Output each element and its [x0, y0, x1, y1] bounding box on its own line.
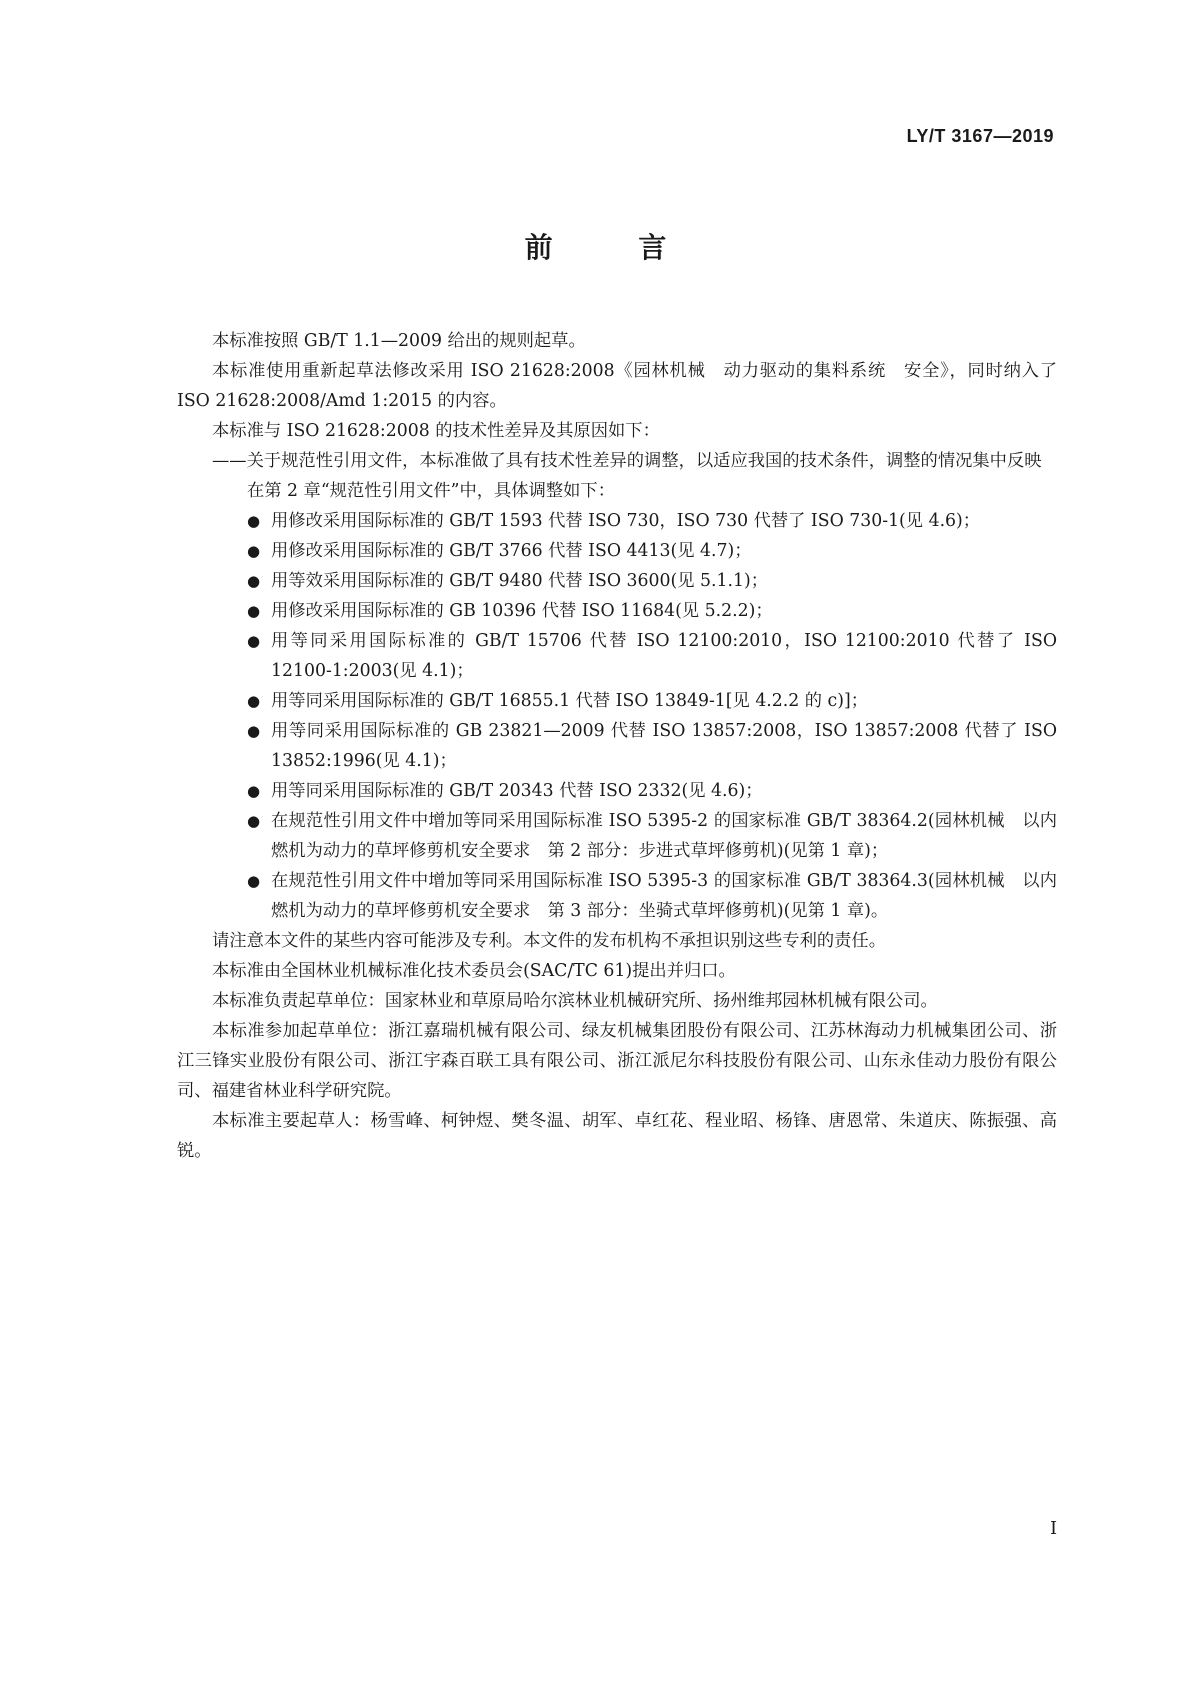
- bullet-dot-icon: ●: [247, 872, 261, 890]
- paragraph-proposer: 本标准由全国林业机械标准化技术委员会(SAC/TC 61)提出并归口。: [212, 961, 736, 981]
- bullet-item: [247, 566, 1057, 596]
- bullet-item: [247, 716, 1057, 776]
- bullet-text: 在规范性引用文件中增加等同采用国际标准 ISO 5395-2 的国家标准 GB/T 38364.2(园林机械 以内燃机为动力的草坪修剪机安全要求 第 2 部分：步进式草坪修剪机)(见第 1 章)；: [271, 811, 1057, 861]
- bullet-text: 在规范性引用文件中增加等同采用国际标准 ISO 5395-3 的国家标准 GB/T 38364.3(园林机械 以内燃机为动力的草坪修剪机安全要求 第 3 部分：坐骑式草坪修剪机)(见第 1 章)。: [271, 871, 1057, 921]
- bullet-dot-icon: ●: [247, 602, 261, 620]
- bullet-dot-icon: ●: [247, 572, 261, 590]
- dash-item-text: ——关于规范性引用文件，本标准做了具有技术性差异的调整，以适应我国的技术条件，调整的情况集中反映在第 2 章“规范性引用文件”中，具体调整如下：: [212, 451, 1042, 501]
- paragraph-lead-drafters: 本标准负责起草单位：国家林业和草原局哈尔滨林业机械研究所、扬州维邦园林机械有限公司。: [212, 991, 938, 1011]
- bullet-text: 用等同采用国际标准的 GB/T 20343 代替 ISO 2332(见 4.6)；: [271, 781, 763, 801]
- paragraph-patent-notice: 请注意本文件的某些内容可能涉及专利。本文件的发布机构不承担识别这些专利的责任。: [212, 931, 886, 951]
- bullet-dot-icon: ●: [247, 542, 261, 560]
- bullet-item: [247, 506, 1057, 536]
- bullet-item: [247, 626, 1057, 686]
- bullet-dot-icon: ●: [247, 512, 261, 530]
- bullet-item: [247, 686, 1057, 716]
- bullet-item: [247, 536, 1057, 566]
- bullet-dot-icon: ●: [247, 782, 261, 800]
- bullet-text: 用修改采用国际标准的 GB 10396 代替 ISO 11684(见 5.2.2)；: [271, 601, 773, 621]
- page-title: 前 言: [524, 231, 705, 264]
- bullet-text: 用修改采用国际标准的 GB/T 1593 代替 ISO 730，ISO 730 代替了 ISO 730-1(见 4.6)；: [271, 511, 981, 531]
- paragraph-technical-differences: 本标准与 ISO 21628:2008 的技术性差异及其原因如下：: [212, 421, 660, 441]
- bullet-text: 用等同采用国际标准的 GB 23821—2009 代替 ISO 13857:2008，ISO 13857:2008 代替了 ISO 13852:1996(见 4.1)；: [271, 721, 1057, 771]
- bullet-text: 用等同采用国际标准的 GB/T 16855.1 代替 ISO 13849-1[见 4.2.2 的 c)]；: [271, 691, 868, 711]
- standard-code: LY/T 3167—2019: [906, 126, 1054, 146]
- foreword-body: [177, 326, 1057, 1166]
- bullet-text: 用等同采用国际标准的 GB/T 15706 代替 ISO 12100:2010，ISO 12100:2010 代替了 ISO 12100-1:2003(见 4.1)；: [271, 631, 1057, 681]
- page-number: I: [1050, 1518, 1058, 1539]
- bullet-dot-icon: ●: [247, 632, 261, 650]
- bullet-dot-icon: ●: [247, 812, 261, 830]
- bullet-dot-icon: ●: [247, 722, 261, 740]
- bullet-text: 用修改采用国际标准的 GB/T 3766 代替 ISO 4413(见 4.7)；: [271, 541, 752, 561]
- paragraph-participating-drafters: 本标准参加起草单位：浙江嘉瑞机械有限公司、绿友机械集团股份有限公司、江苏林海动力机械集团公司、浙江三锋实业股份有限公司、浙江宇森百联工具有限公司、浙江派尼尔科技股份有限公司、山东永佳动力股份有限公司、福建省林业科学研究院。: [177, 1021, 1057, 1101]
- dash-list-item: [177, 446, 1057, 506]
- bullet-dot-icon: ●: [247, 692, 261, 710]
- adjustment-bullet-list: [177, 506, 1057, 926]
- bullet-item: [247, 806, 1057, 866]
- bullet-item: [247, 776, 1057, 806]
- paragraph-adoption-method: 本标准使用重新起草法修改采用 ISO 21628:2008《园林机械 动力驱动的集料系统 安全》，同时纳入了 ISO 21628:2008/Amd 1:2015 的内容。: [177, 361, 1057, 411]
- bullet-item: [247, 596, 1057, 626]
- bullet-item: [247, 866, 1057, 926]
- bullet-text: 用等效采用国际标准的 GB/T 9480 代替 ISO 3600(见 5.1.1)；: [271, 571, 768, 591]
- paragraph-main-authors: 本标准主要起草人：杨雪峰、柯钟煜、樊冬温、胡军、卓红花、程业昭、杨锋、唐恩常、朱道庆、陈振强、高锐。: [177, 1111, 1057, 1161]
- paragraph-drafting-rules: 本标准按照 GB/T 1.1—2009 给出的规则起草。: [212, 331, 586, 351]
